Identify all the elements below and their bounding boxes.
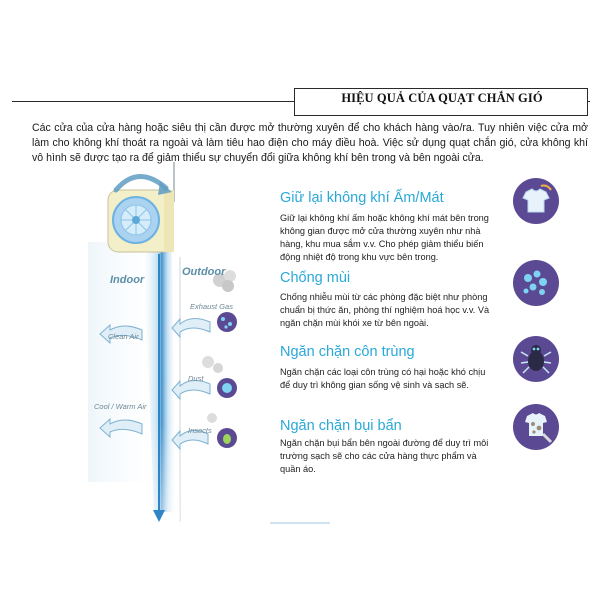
outdoor-label: Outdoor — [182, 266, 226, 278]
feature-body-retain-air: Giữ lại không khí ấm hoặc không khí mát bên trong không gian được mở cửa thường xuyên như nhà hàng, khu mua sắm v.v. Cho phép giảm thiểu biến động nhiệt độ trong khu vực bên trong. — [280, 213, 489, 262]
feature-title-insects: Ngăn chặn côn trùng — [280, 344, 415, 360]
odor-icon — [513, 260, 559, 306]
feature-body-insects: Ngăn chặn các loại côn trùng có hại hoặc khó chịu để duy trì không gian sống vệ sinh và sạch sẽ. — [280, 367, 486, 390]
shirt-icon — [513, 178, 559, 224]
footer-mark — [270, 522, 330, 524]
page-title: HIỆU QUẢ CỦA QUẠT CHẮN GIÓ — [341, 91, 543, 105]
exhaust-gas-label: Exhaust Gas — [190, 302, 233, 311]
feature-title-odor: Chống mùi — [280, 270, 351, 286]
indoor-label: Indoor — [110, 274, 145, 286]
air-curtain-diagram — [80, 162, 280, 532]
air-curtain-illustration — [80, 162, 280, 532]
mini-badges — [217, 312, 237, 448]
cool-warm-air-label: Cool / Warm Air — [94, 402, 147, 411]
dust-icon — [513, 404, 559, 450]
feature-body-dust: Ngăn chặn bụi bẩn bên ngoài đường để duy trì môi trường sạch sẽ cho các cửa hàng thực phẩm và quần áo. — [280, 438, 489, 474]
insects-label: Insects — [188, 426, 212, 435]
feature-body-odor: Chống nhiễu mùi từ các phòng đặc biệt như phòng chuẩn bị thức ăn, phòng thí nghiệm hoá học v.v. Và ngăn chặn mùi khói xe từ bên ngoài. — [280, 292, 490, 328]
feature-title-retain-air: Giữ lại không khí Ấm/Mát — [280, 190, 444, 206]
dust-label: Dust — [188, 374, 204, 383]
insect-icon — [513, 336, 559, 382]
intro-paragraph: Các cửa của cửa hàng hoặc siêu thị cần được mở thường xuyên để cho khách hàng vào/ra. Tuy nhiên việc cửa mở làm cho không khí thoát ra ngoài và làm tiêu hao điện cho máy điều hoà. Việc sử dụng quạt chắn gió, cửa không khí vô hình sẽ được tạo ra để giảm thiểu sự chuyển đổi giữa không khí bên trong và bên ngoài cửa. — [32, 122, 588, 164]
clean-air-label: Clean Air — [108, 332, 139, 341]
feature-title-dust: Ngăn chặn bụi bẩn — [280, 418, 402, 434]
